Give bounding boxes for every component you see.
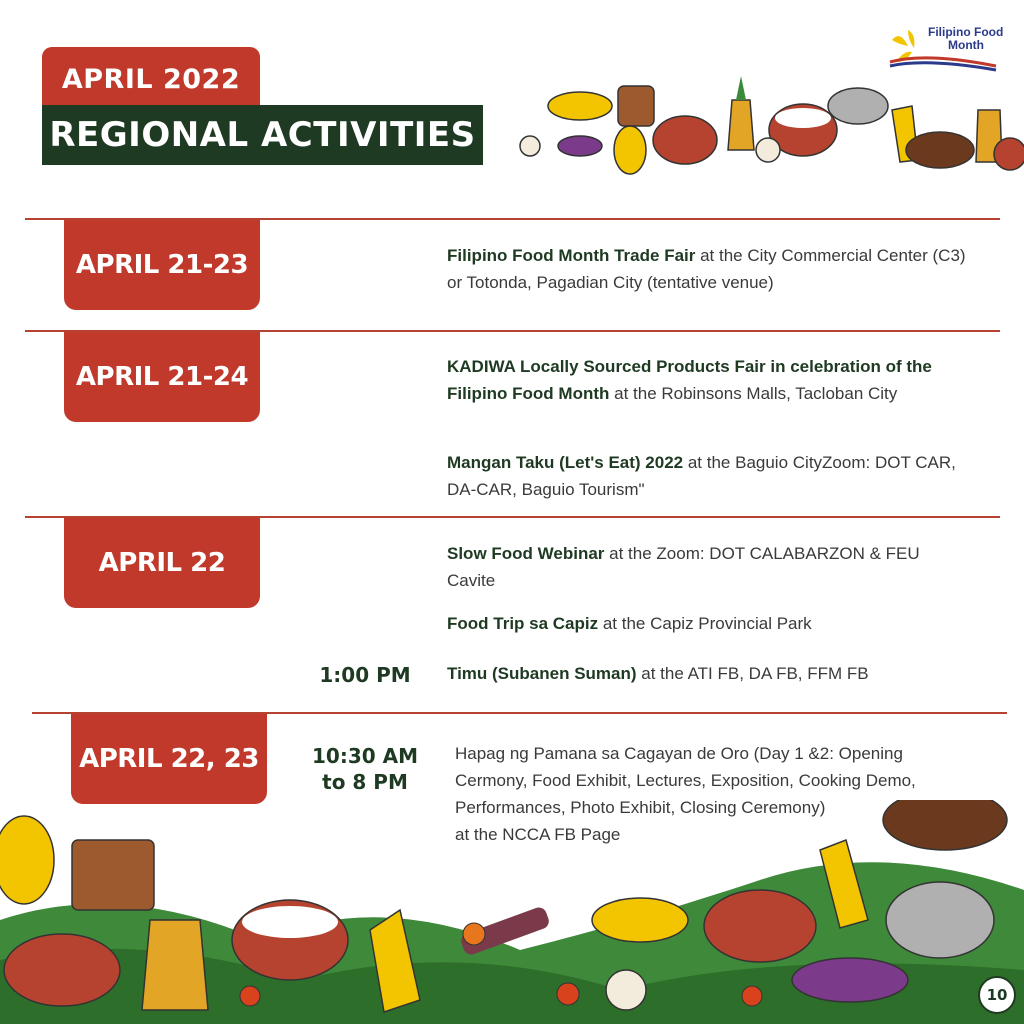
event-item bbox=[447, 610, 967, 637]
event-title: Mangan Taku (Let's Eat) 2022 bbox=[447, 453, 684, 472]
event-time-start: 10:30 AM bbox=[311, 744, 418, 768]
food-illustration-top bbox=[500, 70, 1024, 185]
date-badge-april-22-23: APRIL 22, 23 bbox=[71, 714, 267, 804]
page-title: REGIONAL ACTIVITIES bbox=[42, 105, 483, 165]
event-item bbox=[447, 660, 967, 687]
event-item bbox=[447, 353, 982, 407]
bananas-icon bbox=[592, 898, 688, 942]
clay-pot-icon bbox=[653, 116, 717, 164]
mango-icon bbox=[614, 126, 646, 174]
event-detail: at the ATI FB, DA FB, FFM FB bbox=[636, 664, 869, 683]
event-detail: at the NCCA FB Page bbox=[455, 825, 621, 844]
food-illustration-bottom bbox=[0, 800, 1024, 1024]
lumpia-icon bbox=[72, 840, 154, 910]
logo-text-line2: Month bbox=[948, 38, 984, 52]
sweet-potato-icon bbox=[792, 958, 908, 1002]
month-tag: APRIL 2022 bbox=[42, 47, 260, 111]
fish-pot-icon bbox=[704, 890, 816, 962]
event-title: Filipino Food Month Trade Fair bbox=[447, 246, 696, 265]
garlic-icon bbox=[756, 138, 780, 162]
pineapple-icon bbox=[728, 100, 754, 150]
event-item bbox=[447, 540, 967, 594]
salad-bowl-icon bbox=[4, 934, 120, 1006]
event-title: KADIWA Locally Sourced Products Fair in celebration of the Filipino Food Month bbox=[447, 357, 932, 403]
logo-text-line1: Filipino Food bbox=[928, 25, 1004, 39]
adobo-bowl-icon bbox=[886, 882, 994, 958]
mango-icon bbox=[0, 816, 54, 904]
pineapple-icon bbox=[142, 920, 208, 1010]
grilled-fish-icon bbox=[906, 132, 974, 168]
adobo-bowl-icon bbox=[828, 88, 888, 124]
logo-text bbox=[928, 26, 1003, 52]
date-badge-april-22: APRIL 22 bbox=[64, 518, 260, 608]
bananas-icon bbox=[548, 92, 612, 120]
date-badge-april-21-24: APRIL 21-24 bbox=[64, 332, 260, 422]
event-title: Hapag ng Pamana sa Cagayan de Oro (Day 1 &2: Opening Cermony, Food Exhibit, Lectures, Exposition, Cooking Demo, Performances, Photo Exhibit, Closing Ceremony) bbox=[455, 744, 916, 817]
event-time bbox=[300, 743, 430, 795]
event-detail: at the Robinsons Malls, Tacloban City bbox=[609, 384, 898, 403]
event-detail: at the Capiz Provincial Park bbox=[598, 614, 812, 633]
sweet-potato-icon bbox=[558, 136, 602, 156]
grilled-fish-icon bbox=[883, 800, 1007, 850]
suman-icon bbox=[618, 86, 654, 126]
event-title: Food Trip sa Capiz bbox=[447, 614, 599, 633]
page-number: 10 bbox=[978, 976, 1016, 1014]
event-title: Slow Food Webinar bbox=[447, 544, 605, 563]
event-time: 1:00 PM bbox=[319, 663, 411, 687]
event-title: Timu (Subanen Suman) bbox=[447, 664, 637, 683]
event-detail: at the Baguio CityZoom: DOT CAR, DA-CAR, Baguio Tourism" bbox=[447, 453, 956, 499]
event-item bbox=[447, 449, 982, 503]
date-badge-april-21-23: APRIL 21-23 bbox=[64, 220, 260, 310]
event-detail: at the Zoom: DOT CALABARZON & FEU Cavite bbox=[447, 544, 920, 590]
garlic-icon bbox=[606, 970, 646, 1010]
event-time-end: to 8 PM bbox=[322, 770, 408, 794]
event-detail: at the City Commercial Center (C3) or Totonda, Pagadian City (tentative venue) bbox=[447, 246, 966, 292]
event-item bbox=[447, 242, 977, 296]
